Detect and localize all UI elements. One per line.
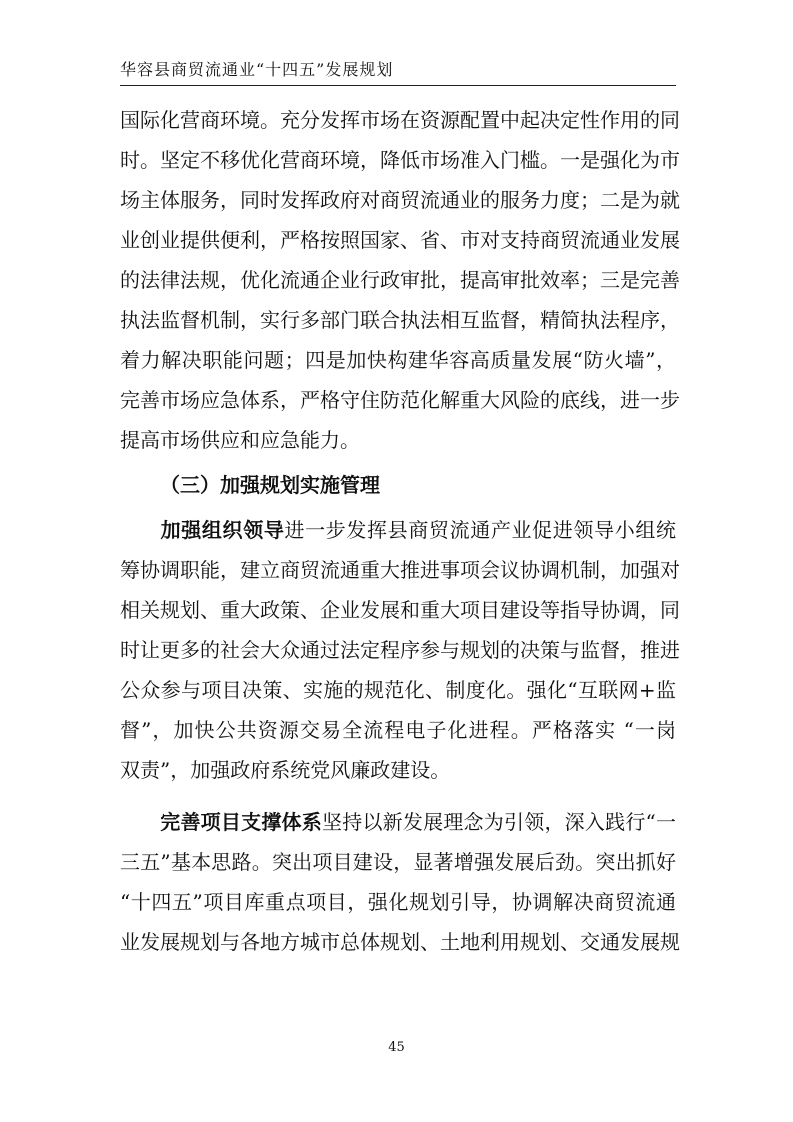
paragraph-organization-leadership [120, 510, 680, 790]
text-run: 坚持以新发展理念为引领，深入践行“一 [322, 810, 676, 834]
text-line: 业发展规划与各地方城市总体规划、土地利用规划、交通发展规 [120, 930, 680, 954]
text-line: 完善市场应急体系，严格守住防范化解重大风险的底线，进一步 [120, 388, 680, 412]
paragraph-lead-text: 加强组织领导 [160, 518, 285, 542]
text-line: 着力解决职能问题；四是加快构建华容高质量发展“防火墙”， [120, 348, 676, 372]
paragraph-business-environment [120, 100, 680, 460]
page-number: 45 [388, 1040, 405, 1055]
document-body [120, 100, 680, 962]
text-line: “十四五”项目库重点项目，强化规划引导，协调解决商贸流通 [120, 890, 676, 914]
text-line [120, 802, 676, 842]
running-header: 华容县商贸流通业“十四五”发展规划 [120, 60, 394, 79]
text-line: 国际化营商环境。充分发挥市场在资源配置中起决定性作用的同 [120, 108, 680, 132]
header-rule [120, 85, 676, 86]
text-line: 双责”，加强政府系统党风廉政建设。 [120, 758, 451, 782]
text-line: 提高市场供应和应急能力。 [120, 428, 360, 452]
text-line: 筹协调职能，建立商贸流通重大推进事项会议协调机制，加强对 [120, 558, 680, 582]
text-line: 时。坚定不移优化营商环境，降低市场准入门槛。一是强化为市 [120, 148, 680, 172]
text-line: 执法监督机制，实行多部门联合执法相互监督，精简执法程序， [120, 308, 680, 332]
text-line: 业创业提供便利，严格按照国家、省、市对支持商贸流通业发展 [120, 228, 680, 252]
text-line: 公众参与项目决策、实施的规范化、制度化。强化“互联网+监 [120, 678, 676, 702]
text-line: 相关规划、重大政策、企业发展和重大项目建设等指导协调，同 [120, 598, 680, 622]
text-line: 督”，加快公共资源交易全流程电子化进程。严格落实 “一岗 [120, 718, 676, 742]
text-line: 的法律法规，优化流通企业行政审批，提高审批效率；三是完善 [120, 268, 680, 292]
text-line: 三五”基本思路。突出项目建设，显著增强发展后劲。突出抓好 [120, 850, 676, 874]
text-line: 时让更多的社会大众通过法定程序参与规划的决策与监督，推进 [120, 638, 680, 662]
section-heading: （三）加强规划实施管理 [160, 473, 380, 497]
paragraph-project-support [120, 802, 680, 962]
paragraph-lead-text: 完善项目支撑体系 [160, 810, 322, 834]
text-run: 进一步发挥县商贸流通产业促进领导小组统 [284, 518, 677, 542]
text-line: 场主体服务，同时发挥政府对商贸流通业的服务力度；二是为就 [120, 188, 680, 212]
text-line [120, 510, 676, 550]
